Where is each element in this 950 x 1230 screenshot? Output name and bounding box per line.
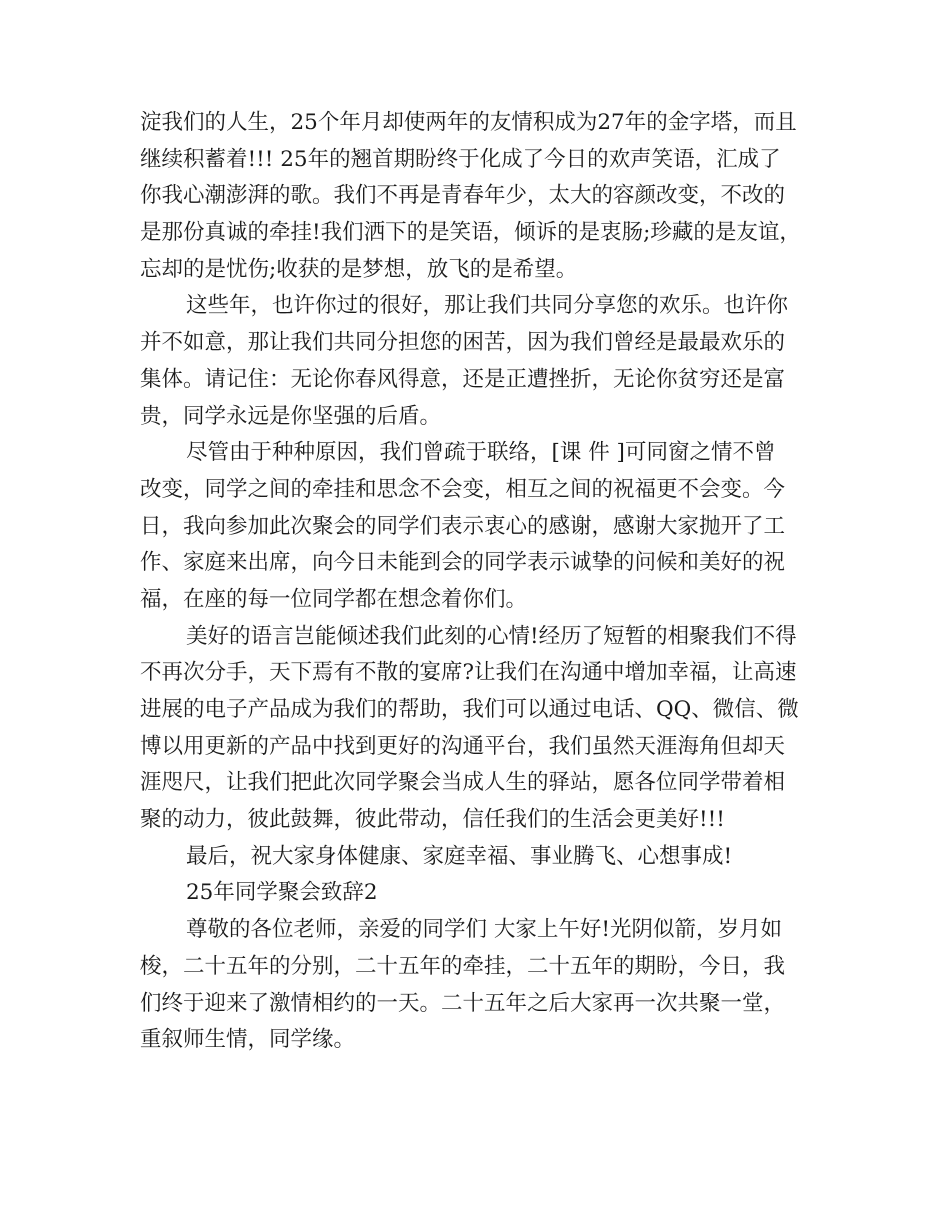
text-line: 贵，同学永远是你坚强的后盾。 bbox=[140, 403, 442, 429]
text-line: 改变，同学之间的牵挂和思念不会变，相互之间的祝福更不会变。今 bbox=[140, 476, 786, 502]
text-line: 日，我向参加此次聚会的同学们表示衷心的感谢，感谢大家抛开了工 bbox=[140, 513, 786, 539]
text-line: 淀我们的人生，25个年月却使两年的友情积成为27年的金字塔，而且 bbox=[140, 110, 797, 135]
text-line: 不再次分手，天下焉有不散的宴席?让我们在沟通中增加幸福，让高速 bbox=[140, 660, 797, 686]
text-line: 你我心潮澎湃的歌。我们不再是青春年少，太大的容颜改变，不改的 bbox=[140, 183, 786, 209]
section-heading: 25年同学聚会致辞2 bbox=[186, 880, 378, 906]
text-line: 梭，二十五年的分别，二十五年的牵挂，二十五年的期盼，今日，我 bbox=[140, 953, 786, 979]
text-line: 集体。请记住：无论你春风得意，还是正遭挫折，无论你贫穷还是富 bbox=[140, 366, 786, 392]
document-body bbox=[140, 105, 810, 1059]
text-line: 聚的动力，彼此鼓舞，彼此带动，信任我们的生活会更美好!!! bbox=[140, 807, 725, 833]
text-line: 作、家庭来出席，向今日未能到会的同学表示诚挚的问候和美好的祝 bbox=[140, 550, 786, 576]
text-line: 并不如意，那让我们共同分担您的困苦，因为我们曾经是最最欢乐的 bbox=[140, 330, 786, 356]
text-line: 重叙师生情，同学缘。 bbox=[140, 1027, 356, 1053]
text-line: 继续积蓄着!!! 25年的翘首期盼终于化成了今日的欢声笑语，汇成了 bbox=[140, 146, 781, 172]
text-line: 福，在座的每一位同学都在想念着你们。 bbox=[140, 586, 528, 612]
paragraph-first-line: 美好的语言岂能倾述我们此刻的心情!经历了短暂的相聚我们不得 bbox=[186, 623, 797, 649]
text-line: 博以用更新的产品中找到更好的沟通平台，我们虽然天涯海角但却天 bbox=[140, 733, 786, 759]
text-line: 进展的电子产品成为我们的帮助，我们可以通过电话、QQ、微信、微 bbox=[140, 697, 799, 722]
text-line: 涯咫尺，让我们把此次同学聚会当成人生的驿站，愿各位同学带着相 bbox=[140, 770, 786, 796]
paragraph-first-line: 最后，祝大家身体健康、家庭幸福、事业腾飞、心想事成! bbox=[186, 843, 733, 869]
paragraph-first-line: 尊敬的各位老师，亲爱的同学们 大家上午好!光阴似箭，岁月如 bbox=[186, 917, 782, 943]
text-line: 是那份真诚的牵挂!我们洒下的是笑语，倾诉的是衷肠;珍藏的是友谊， bbox=[140, 220, 801, 246]
paragraph-first-line: 尽管由于种种原因，我们曾疏于联络，[课 件 ]可同窗之情不曾 bbox=[186, 440, 776, 466]
text-line: 忘却的是忧伤;收获的是梦想，放飞的是希望。 bbox=[140, 256, 578, 282]
paragraph-first-line: 这些年，也许你过的很好，那让我们共同分享您的欢乐。也许你 bbox=[186, 293, 789, 319]
text-line: 们终于迎来了激情相约的一天。二十五年之后大家再一次共聚一堂， bbox=[140, 990, 786, 1016]
